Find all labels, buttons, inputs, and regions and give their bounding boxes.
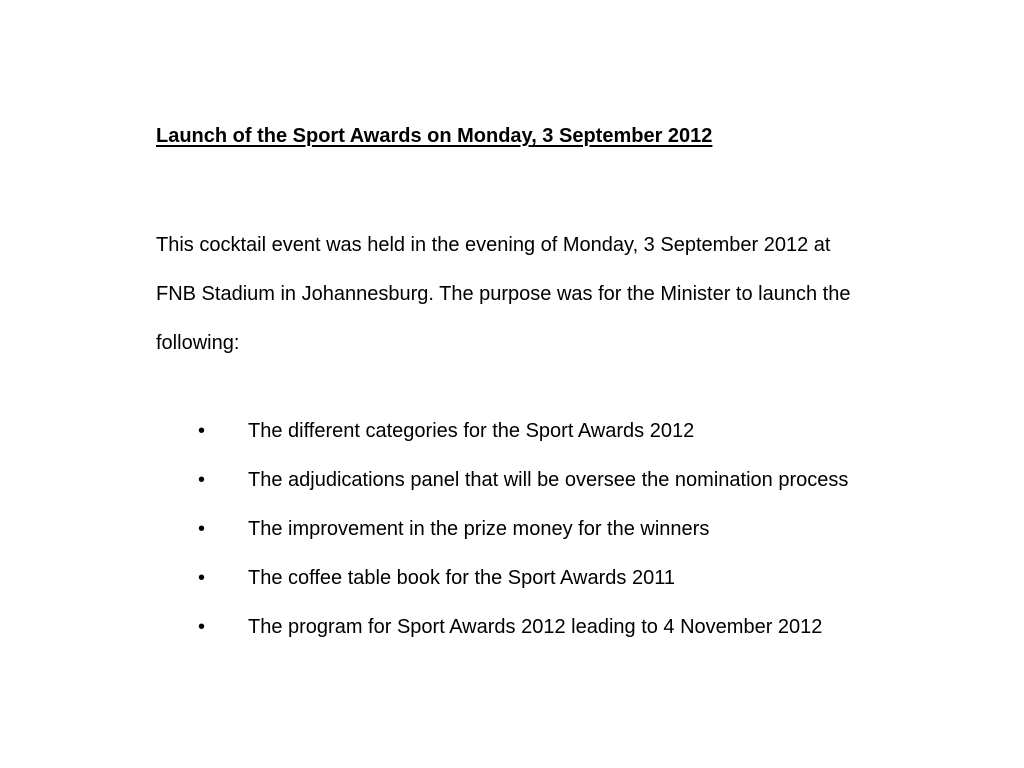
intro-line: following:	[156, 332, 240, 354]
document-title: Launch of the Sport Awards on Monday, 3 September 2012	[156, 125, 713, 147]
bullet-icon: •	[198, 616, 206, 638]
bullet-icon: •	[198, 567, 206, 589]
bullet-icon: •	[198, 420, 206, 442]
list-item-text: The different categories for the Sport Awards 2012	[248, 420, 695, 442]
intro-line: This cocktail event was held in the evening of Monday, 3 September 2012 at	[156, 234, 831, 256]
list-item-text: The adjudications panel that will be oversee the nomination process	[248, 469, 849, 491]
list-item-text: The improvement in the prize money for the winners	[248, 518, 710, 540]
list-item-text: The program for Sport Awards 2012 leading to 4 November 2012	[248, 616, 823, 638]
intro-paragraph	[156, 221, 966, 368]
intro-line: FNB Stadium in Johannesburg. The purpose was for the Minister to launch the	[156, 283, 851, 305]
list-item-text: The coffee table book for the Sport Awards 2011	[248, 567, 675, 589]
bullet-icon: •	[198, 518, 206, 540]
bullet-icon: •	[198, 469, 206, 491]
